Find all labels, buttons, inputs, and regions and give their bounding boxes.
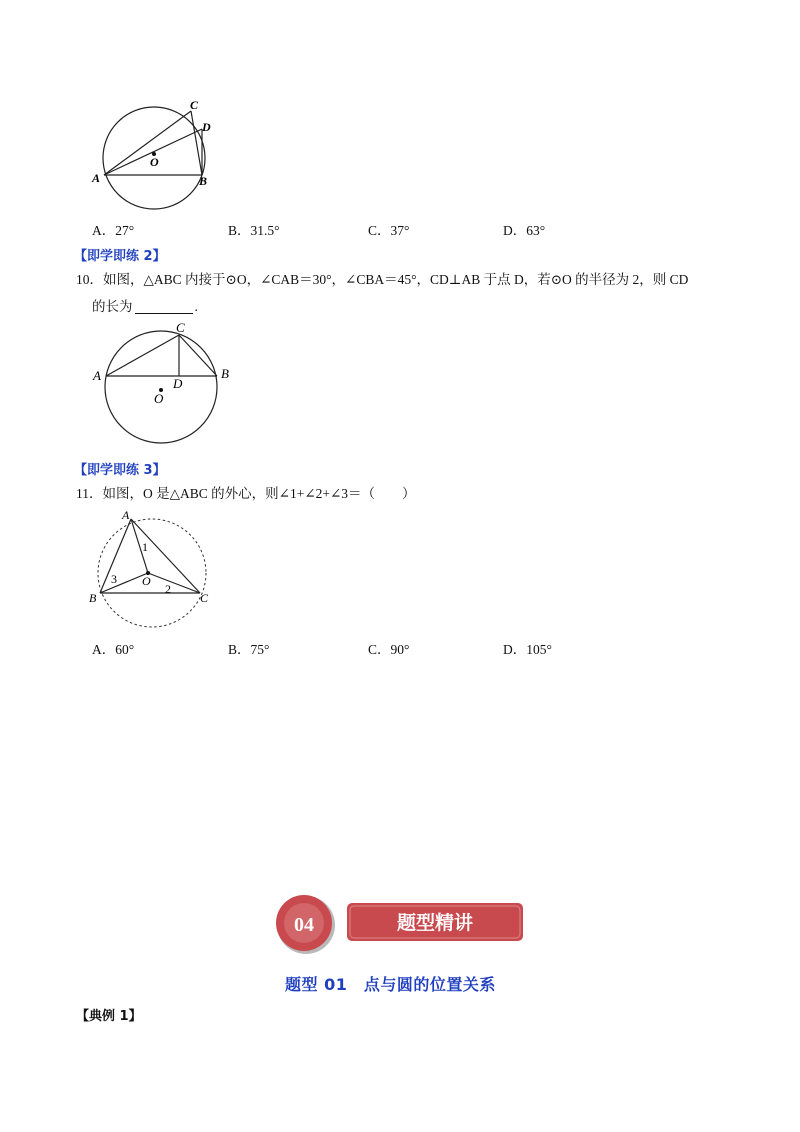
q11-label-3: 3 <box>111 572 117 586</box>
q11-figure <box>86 507 216 632</box>
q11-label-1: 1 <box>142 540 148 554</box>
q9-label-a: A <box>92 171 101 185</box>
q11-option-a: A．60° <box>92 642 135 657</box>
q9-option-a: A．27° <box>92 223 135 238</box>
q10-stem-line1: 10．如图，△ABC 内接于⊙O，∠CAB＝30°，∠CBA＝45°，CD⊥AB 于点 D，若⊙O 的半径为 2，则 CD <box>76 272 689 287</box>
q11-option-c: C．90° <box>368 642 410 657</box>
q10-label-o: O <box>154 391 164 406</box>
section-banner <box>268 890 532 956</box>
section-number: 04 <box>294 914 314 936</box>
q9-option-c: C．37° <box>368 223 410 238</box>
q10-figure <box>88 318 238 448</box>
q10-label-c: C <box>176 320 185 335</box>
q11-label-o: O <box>142 574 151 588</box>
practice-heading-3: 【即学即练 3】 <box>74 463 166 478</box>
practice-heading-2: 【即学即练 2】 <box>74 249 166 264</box>
q9-figure <box>88 96 228 218</box>
q9-label-d: D <box>202 120 211 134</box>
q9-label-o: O <box>150 155 159 169</box>
q10-label-b: B <box>221 366 229 381</box>
q11-option-b: B．75° <box>228 642 270 657</box>
q10-answer-blank[interactable] <box>135 299 193 314</box>
q9-option-b: B．31.5° <box>228 223 280 238</box>
q11-label-2: 2 <box>165 582 171 596</box>
q11-label-a: A <box>122 508 130 522</box>
q11-label-b: B <box>89 591 97 605</box>
q10-label-d: D <box>173 376 183 391</box>
question-type-title: 题型 01 点与圆的位置关系 <box>285 975 496 994</box>
q10-label-a: A <box>93 368 101 383</box>
q9-option-d: D．63° <box>503 223 546 238</box>
example-heading: 【典例 1】 <box>76 1009 142 1024</box>
q11-stem: 11．如图，O 是△ABC 的外心，则∠1+∠2+∠3＝（ ） <box>76 486 416 501</box>
q9-label-b: B <box>199 174 208 188</box>
q9-label-c: C <box>190 98 199 112</box>
q11-label-c: C <box>200 591 209 605</box>
q10-stem-line2: 的长为 . <box>92 299 198 314</box>
q11-option-d: D．105° <box>503 642 552 657</box>
section-banner-title: 题型精讲 <box>396 913 474 934</box>
